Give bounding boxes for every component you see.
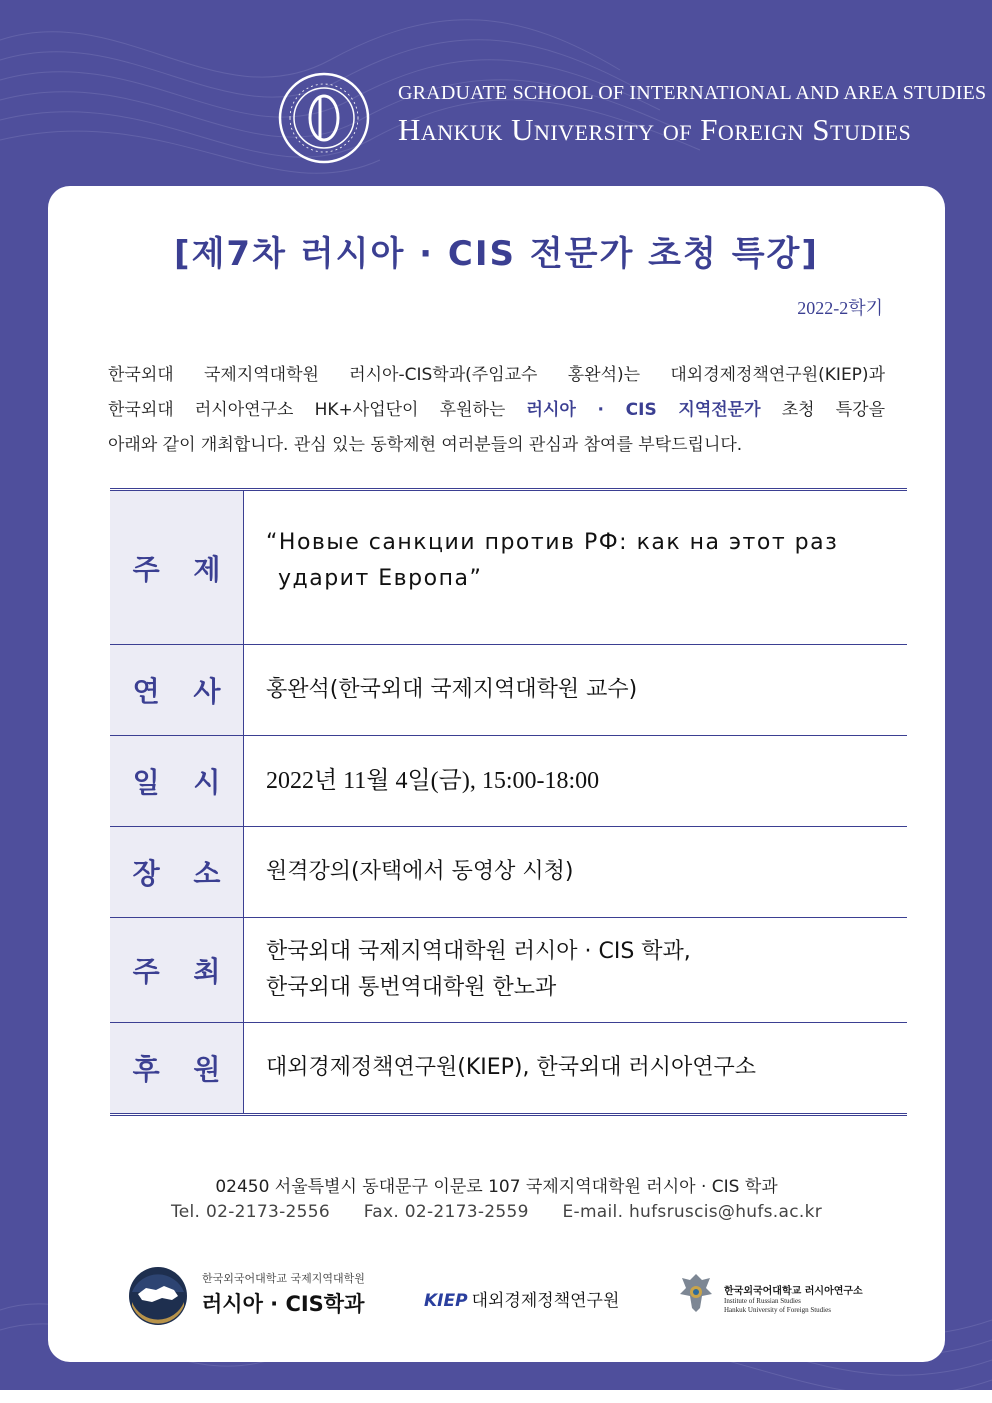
- row-label: 주 제: [110, 491, 244, 644]
- logo-strip: [48, 1256, 945, 1336]
- eagle-emblem-icon: [676, 1270, 716, 1314]
- row-label: 후 원: [110, 1023, 244, 1113]
- table-row-venue: [110, 827, 907, 918]
- dept-logo: [128, 1266, 368, 1336]
- globe-map-icon: [128, 1266, 188, 1326]
- row-value: 홍완석(한국외대 국제지역대학원 교수): [266, 677, 638, 702]
- table-row-speaker: [110, 645, 907, 736]
- intro-line-3: 아래와 같이 개최합니다. 관심 있는 동학제현 여러분들의 관심과 참여를 부탁드립니다.: [108, 435, 743, 455]
- table-row-host: [110, 918, 907, 1023]
- row-label: 주 최: [110, 918, 244, 1022]
- intro-line-1: 한국외대 국제지역대학원 러시아-CIS학과(주임교수 홍완석)는 대외경제정책연구원(KIEP)과: [108, 365, 885, 385]
- intro-line-2-before: 한국외대 러시아연구소 HK+사업단이 후원하는: [108, 400, 506, 420]
- intro-highlight: 러시아 · CIS 지역전문가: [526, 400, 761, 420]
- row-label: 연 사: [110, 645, 244, 735]
- table-row-topic: [110, 491, 907, 645]
- intro-line-2-after: 초청 특강을: [781, 400, 885, 420]
- footer-tel: Tel. 02-2173-2556: [170, 1202, 330, 1222]
- footer-contact: [48, 1202, 945, 1222]
- institute-name-en-1: Institute of Russian Studies: [724, 1297, 801, 1305]
- institute-logo: [676, 1270, 906, 1330]
- header: [278, 72, 987, 172]
- kiep-name: 대외경제정책연구원: [471, 1291, 620, 1311]
- dept-logo-small: 한국외국어대학교 국제지역대학원: [202, 1272, 365, 1285]
- kiep-mark: KIEP: [424, 1291, 468, 1311]
- footer-email[interactable]: E-mail. hufsruscis@hufs.ac.kr: [562, 1202, 823, 1222]
- host-line-2: 한국외대 통번역대학원 한노과: [266, 975, 557, 1000]
- dept-logo-big: 러시아 · CIS학과: [202, 1292, 365, 1316]
- table-row-sponsor: [110, 1023, 907, 1113]
- footer-fax: Fax. 02-2173-2559: [363, 1202, 529, 1222]
- row-value: 대외경제정책연구원(KIEP), 한국외대 러시아연구소: [266, 1055, 757, 1080]
- row-value: 2022년 11월 4일(금), 15:00-18:00: [266, 768, 600, 794]
- info-table: [110, 488, 907, 1116]
- table-row-datetime: [110, 736, 907, 827]
- row-value: 원격강의(자택에서 동영상 시청): [266, 859, 574, 884]
- institute-name-en-2: Hankuk University of Foreign Studies: [724, 1306, 831, 1314]
- intro-line-2: [108, 393, 885, 428]
- intro-paragraph: [108, 358, 885, 463]
- content-card: [48, 186, 945, 1362]
- semester-label: 2022-2학기: [797, 298, 883, 318]
- footer-address: 02450 서울특별시 동대문구 이문로 107 국제지역대학원 러시아 · CIS 학과: [215, 1177, 778, 1197]
- kiep-logo: [424, 1286, 644, 1316]
- row-value: [244, 491, 907, 644]
- row-value: [244, 918, 907, 1022]
- row-label: 일 시: [110, 736, 244, 826]
- topic-line-2: ударит Европа”: [278, 565, 483, 591]
- university-name: Hankuk University of Foreign Studies: [398, 112, 912, 147]
- host-line-1: 한국외대 국제지역대학원 러시아 · CIS 학과,: [266, 939, 691, 964]
- university-seal-icon: [278, 72, 370, 164]
- institute-name-kr: 한국외국어대학교 러시아연구소: [724, 1286, 863, 1297]
- topic-line-1: “Новые санкции против РФ: как на этот раз: [266, 529, 839, 555]
- row-label: 장 소: [110, 827, 244, 917]
- school-name: GRADUATE SCHOOL OF INTERNATIONAL AND AREA STUDIES: [398, 82, 987, 104]
- page-title: [제7차 러시아 · CIS 전문가 초청 특강]: [174, 234, 819, 274]
